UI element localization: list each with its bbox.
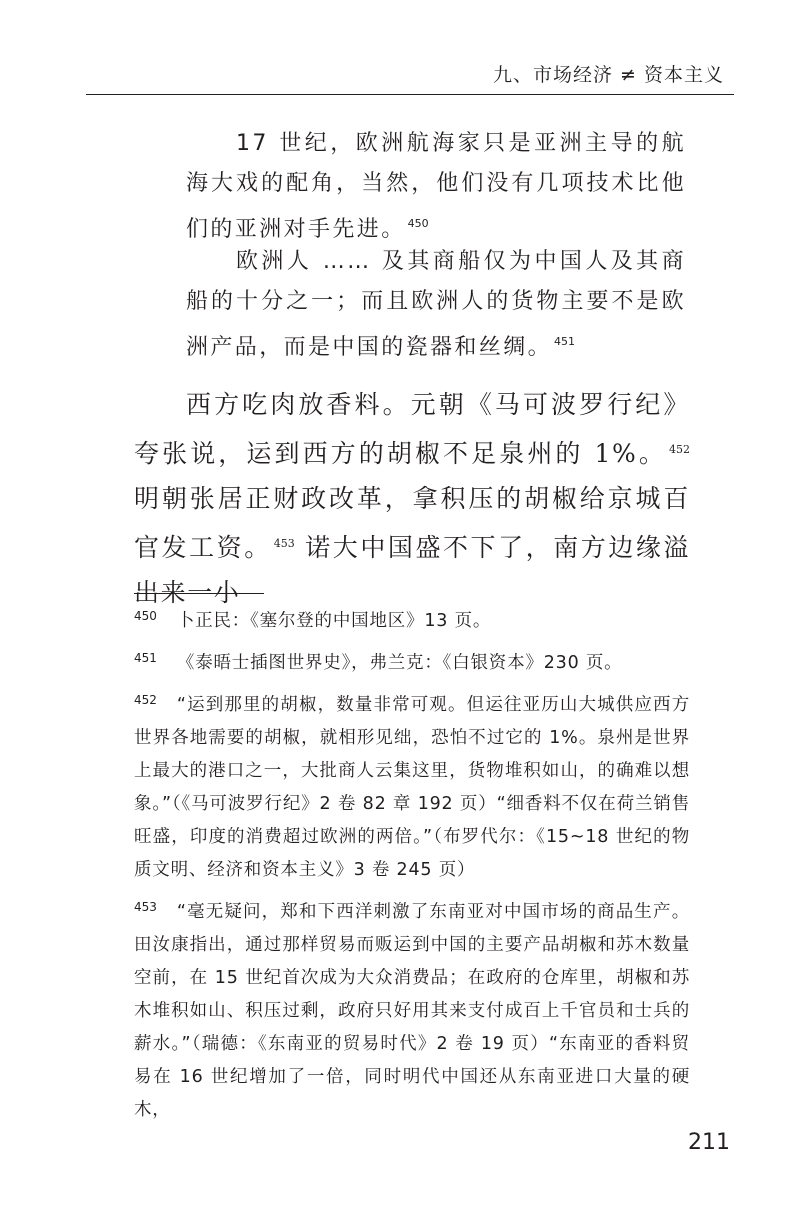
footnote-number: 452 — [134, 693, 157, 707]
quote-text: 欧洲人 …… 及其商船仅为中国人及其商船的十分之一；而且欧洲人的货物主要不是欧洲产品，而是中国的瓷器和丝绸。 — [186, 249, 686, 360]
footnote-text: 《泰晤士插图世界史》，弗兰克：《白银资本》230 页。 — [176, 653, 623, 673]
body-text-1: 西方吃肉放香料。元朝《马可波罗行纪》夸张说，运到西方的胡椒不足泉州的 1%。 — [134, 390, 690, 468]
block-quote-1 — [186, 124, 686, 250]
quote-text: 17 世纪，欧洲航海家只是亚洲主导的航海大戏的配角，当然，他们没有几项技术比他们的亚洲对手先进。 — [186, 131, 686, 242]
footnote-text: “运到那里的胡椒，数量非常可观。但运往亚历山大城供应西方世界各地需要的胡椒，就相形见绌，恐怕不过它的 1%。泉州是世界上最大的港口之一，大批商人云集这里，货物堆积如山，的确难以想象。”（《马可波罗行纪》2 卷 82 章 192 页）“细香料不仅在荷兰销售旺盛，印度的消费超过欧洲的两倍。”（布罗代尔：《15~18 世纪的物质文明、经济和资本主义》3 卷 245 页） — [134, 695, 690, 880]
footnote — [134, 642, 690, 680]
body-paragraph — [134, 382, 690, 615]
footnote-ref[interactable]: 450 — [407, 217, 429, 230]
running-header: 九、市场经济 ≠ 资本主义 — [493, 64, 724, 86]
footnote — [134, 600, 690, 638]
footnote-number: 450 — [134, 609, 157, 623]
footnote-ref[interactable]: 453 — [273, 537, 295, 550]
footnote — [134, 684, 690, 887]
footnote-number: 451 — [134, 651, 157, 665]
footnote-text: 卜正民：《塞尔登的中国地区》13 页。 — [176, 611, 492, 631]
body-text-2: 明朝张居正财政改革，拿积压的胡椒给京城百官发工资。 — [134, 484, 690, 562]
footnote-text: “毫无疑问，郑和下西洋刺激了东南亚对中国市场的商品生产。田汝康指出，通过那样贸易而贩运到中国的主要产品胡椒和苏木数量空前，在 15 世纪首次成为大众消费品；在政府的仓库里，胡椒和苏木堆积如山、积压过剩，政府只好用其来支付成百上千官员和士兵的薪水。”（瑞德：《东南亚的贸易时代》2 卷 19 页）“东南亚的香料贸易在 16 世纪增加了一倍，同时明代中国还从东南亚进口大量的硬木， — [134, 902, 690, 1120]
page-number: 211 — [688, 1130, 730, 1155]
footnote-ref[interactable]: 451 — [554, 335, 576, 348]
footnote-separator — [134, 593, 264, 594]
footnotes — [134, 600, 690, 1131]
footnote — [134, 891, 690, 1127]
header-rule — [86, 94, 734, 95]
block-quote-2 — [186, 242, 686, 368]
body-text-3: 诺大中国盛不下了，南方边缘溢出来一小 — [134, 533, 690, 607]
footnote-ref[interactable]: 452 — [669, 443, 690, 456]
footnote-number: 453 — [134, 900, 157, 914]
